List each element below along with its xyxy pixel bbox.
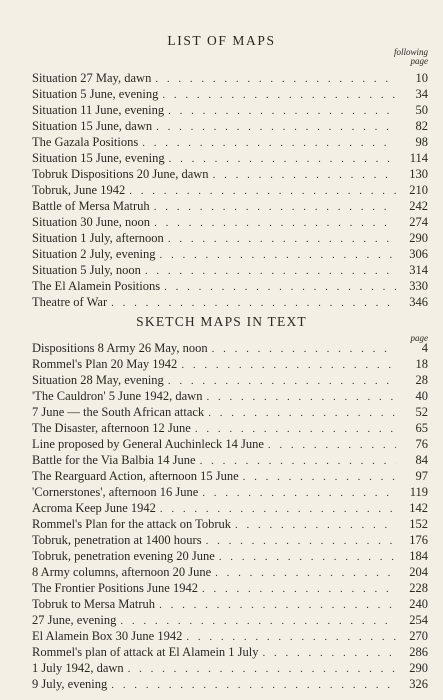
entry-page-number: 34 bbox=[415, 87, 428, 101]
dot-leader bbox=[181, 357, 396, 373]
dot-leader bbox=[215, 565, 396, 581]
entry-page-number: 286 bbox=[409, 645, 428, 659]
list-item bbox=[32, 564, 428, 580]
entry-page-number: 242 bbox=[409, 199, 428, 213]
list-item bbox=[32, 198, 428, 214]
list-item bbox=[32, 580, 428, 596]
list-item bbox=[32, 278, 428, 294]
entry-title: The Gazala Positions bbox=[32, 135, 139, 149]
list-item bbox=[32, 516, 428, 532]
dot-leader bbox=[159, 597, 396, 613]
entry-title: Situation 30 June, noon bbox=[32, 215, 151, 229]
entry-title: 1 July 1942, dawn bbox=[32, 661, 124, 675]
list-item bbox=[32, 356, 428, 372]
entry-page-number: 142 bbox=[409, 501, 428, 515]
list-item bbox=[32, 118, 428, 134]
list-item bbox=[32, 134, 428, 150]
sketch-maps-list bbox=[32, 340, 428, 692]
entry-page-number: 228 bbox=[409, 581, 428, 595]
entry-title: The El Alamein Positions bbox=[32, 279, 161, 293]
entry-page-number: 84 bbox=[415, 453, 428, 467]
entry-page-number: 270 bbox=[409, 629, 428, 643]
list-item bbox=[32, 500, 428, 516]
list-item bbox=[32, 436, 428, 452]
list-item bbox=[32, 214, 428, 230]
list-item bbox=[32, 102, 428, 118]
entry-title: 'Cornerstones', afternoon 16 June bbox=[32, 485, 199, 499]
dot-leader bbox=[219, 549, 396, 565]
dot-leader bbox=[168, 231, 396, 247]
entry-page-number: 98 bbox=[415, 135, 428, 149]
dot-leader bbox=[154, 199, 396, 215]
dot-leader bbox=[160, 501, 396, 517]
list-item bbox=[32, 628, 428, 644]
entry-title: Tobruk to Mersa Matruh bbox=[32, 597, 156, 611]
list-item bbox=[32, 420, 428, 436]
entry-page-number: 4 bbox=[421, 341, 428, 355]
list-item bbox=[32, 230, 428, 246]
entry-title: Situation 15 June, evening bbox=[32, 151, 165, 165]
dot-leader bbox=[202, 485, 396, 501]
dot-leader bbox=[129, 183, 396, 199]
list-item bbox=[32, 548, 428, 564]
dot-leader bbox=[155, 71, 396, 87]
entry-title: El Alamein Box 30 June 1942 bbox=[32, 629, 183, 643]
dot-leader bbox=[235, 517, 396, 533]
list-item bbox=[32, 404, 428, 420]
list-item bbox=[32, 612, 428, 628]
entry-page-number: 274 bbox=[409, 215, 428, 229]
entry-title: Tobruk Dispositions 20 June, dawn bbox=[32, 167, 209, 181]
list-item bbox=[32, 70, 428, 86]
entry-page-number: 52 bbox=[415, 405, 428, 419]
dot-leader bbox=[206, 533, 396, 549]
sketch-page-header: page bbox=[410, 333, 428, 343]
list-of-maps-heading: LIST OF MAPS bbox=[167, 33, 276, 48]
dot-leader bbox=[212, 341, 396, 357]
entry-page-number: 184 bbox=[409, 549, 428, 563]
entry-page-number: 240 bbox=[409, 597, 428, 611]
entry-title: The Rearguard Action, afternoon 15 June bbox=[32, 469, 239, 483]
entry-page-number: 314 bbox=[409, 263, 428, 277]
entry-page-number: 10 bbox=[415, 71, 428, 85]
dot-leader bbox=[145, 263, 396, 279]
entry-page-number: 130 bbox=[409, 167, 428, 181]
entry-title: 27 June, evening bbox=[32, 613, 117, 627]
entry-title: Situation 28 May, evening bbox=[32, 373, 164, 387]
dot-leader bbox=[186, 629, 396, 645]
entry-page-number: 176 bbox=[409, 533, 428, 547]
following-label: following bbox=[393, 47, 428, 57]
entry-page-number: 306 bbox=[409, 247, 428, 261]
entry-page-number: 65 bbox=[415, 421, 428, 435]
dot-leader bbox=[162, 87, 396, 103]
entry-page-number: 82 bbox=[415, 119, 428, 133]
list-item bbox=[32, 246, 428, 262]
page-label: page bbox=[410, 56, 428, 66]
entry-title: Rommel's Plan 20 May 1942 bbox=[32, 357, 178, 371]
list-item bbox=[32, 150, 428, 166]
entry-title: Dispositions 8 Army 26 May, noon bbox=[32, 341, 208, 355]
entry-title: Situation 15 June, dawn bbox=[32, 119, 153, 133]
list-item bbox=[32, 262, 428, 278]
dot-leader bbox=[195, 421, 396, 437]
entry-title: Situation 2 July, evening bbox=[32, 247, 156, 261]
dot-leader bbox=[160, 247, 397, 263]
dot-leader bbox=[128, 661, 396, 677]
entry-page-number: 18 bbox=[415, 357, 428, 371]
list-item bbox=[32, 468, 428, 484]
entry-title: Situation 5 June, evening bbox=[32, 87, 159, 101]
entry-title: Tobruk, June 1942 bbox=[32, 183, 126, 197]
list-item bbox=[32, 532, 428, 548]
entry-title: Line proposed by General Auchinleck 14 June bbox=[32, 437, 264, 451]
list-item bbox=[32, 294, 428, 310]
dot-leader bbox=[202, 581, 396, 597]
maps-list bbox=[32, 70, 428, 310]
entry-page-number: 326 bbox=[409, 677, 428, 691]
entry-page-number: 119 bbox=[409, 485, 428, 499]
list-item bbox=[32, 484, 428, 500]
list-item bbox=[32, 340, 428, 356]
dot-leader bbox=[111, 295, 396, 311]
entry-title: The Frontier Positions June 1942 bbox=[32, 581, 198, 595]
list-item bbox=[32, 644, 428, 660]
list-item bbox=[32, 596, 428, 612]
entry-page-number: 114 bbox=[409, 151, 428, 165]
entry-page-number: 254 bbox=[409, 613, 428, 627]
entry-title: Situation 27 May, dawn bbox=[32, 71, 152, 85]
dot-leader bbox=[168, 373, 396, 389]
entry-title: Battle of Mersa Matruh bbox=[32, 199, 150, 213]
dot-leader bbox=[243, 469, 396, 485]
dot-leader bbox=[208, 405, 396, 421]
dot-leader bbox=[200, 453, 396, 469]
dot-leader bbox=[168, 103, 396, 119]
entry-title: Battle for the Via Balbia 14 June bbox=[32, 453, 196, 467]
dot-leader bbox=[120, 613, 396, 629]
dot-leader bbox=[263, 645, 396, 661]
entry-title: Situation 11 June, evening bbox=[32, 103, 165, 117]
entry-page-number: 28 bbox=[415, 373, 428, 387]
dot-leader bbox=[213, 167, 396, 183]
list-item bbox=[32, 676, 428, 692]
entry-page-number: 346 bbox=[409, 295, 428, 309]
entry-title: 'The Cauldron' 5 June 1942, dawn bbox=[32, 389, 203, 403]
entry-page-number: 40 bbox=[415, 389, 428, 403]
dot-leader bbox=[156, 119, 396, 135]
entry-page-number: 204 bbox=[409, 565, 428, 579]
entry-title: Rommel's Plan for the attack on Tobruk bbox=[32, 517, 232, 531]
entry-page-number: 210 bbox=[409, 183, 428, 197]
list-item bbox=[32, 660, 428, 676]
entry-page-number: 76 bbox=[415, 437, 428, 451]
entry-title: 8 Army columns, afternoon 20 June bbox=[32, 565, 212, 579]
entry-page-number: 330 bbox=[409, 279, 428, 293]
entry-page-number: 50 bbox=[415, 103, 428, 117]
list-item bbox=[32, 452, 428, 468]
dot-leader bbox=[206, 389, 396, 405]
following-page-header bbox=[394, 48, 428, 66]
entry-page-number: 97 bbox=[415, 469, 428, 483]
list-item bbox=[32, 182, 428, 198]
entry-title: Situation 1 July, afternoon bbox=[32, 231, 164, 245]
dot-leader bbox=[111, 677, 396, 693]
sketch-maps-heading: SKETCH MAPS IN TEXT bbox=[136, 314, 307, 329]
dot-leader bbox=[164, 279, 396, 295]
dot-leader bbox=[154, 215, 396, 231]
entry-title: Situation 5 July, noon bbox=[32, 263, 141, 277]
dot-leader bbox=[142, 135, 396, 151]
entry-title: Tobruk, penetration evening 20 June bbox=[32, 549, 215, 563]
entry-title: Theatre of War bbox=[32, 295, 108, 309]
dot-leader bbox=[169, 151, 396, 167]
entry-page-number: 290 bbox=[409, 231, 428, 245]
entry-title: 7 June — the South African attack bbox=[32, 405, 205, 419]
list-item bbox=[32, 372, 428, 388]
entry-title: The Disaster, afternoon 12 June bbox=[32, 421, 191, 435]
dot-leader bbox=[268, 437, 396, 453]
list-item bbox=[32, 166, 428, 182]
entry-title: Rommel's plan of attack at El Alamein 1 July bbox=[32, 645, 259, 659]
entry-page-number: 152 bbox=[409, 517, 428, 531]
list-item bbox=[32, 388, 428, 404]
entry-title: 9 July, evening bbox=[32, 677, 108, 691]
entry-page-number: 290 bbox=[409, 661, 428, 675]
entry-title: Acroma Keep June 1942 bbox=[32, 501, 156, 515]
list-item bbox=[32, 86, 428, 102]
entry-title: Tobruk, penetration at 1400 hours bbox=[32, 533, 202, 547]
